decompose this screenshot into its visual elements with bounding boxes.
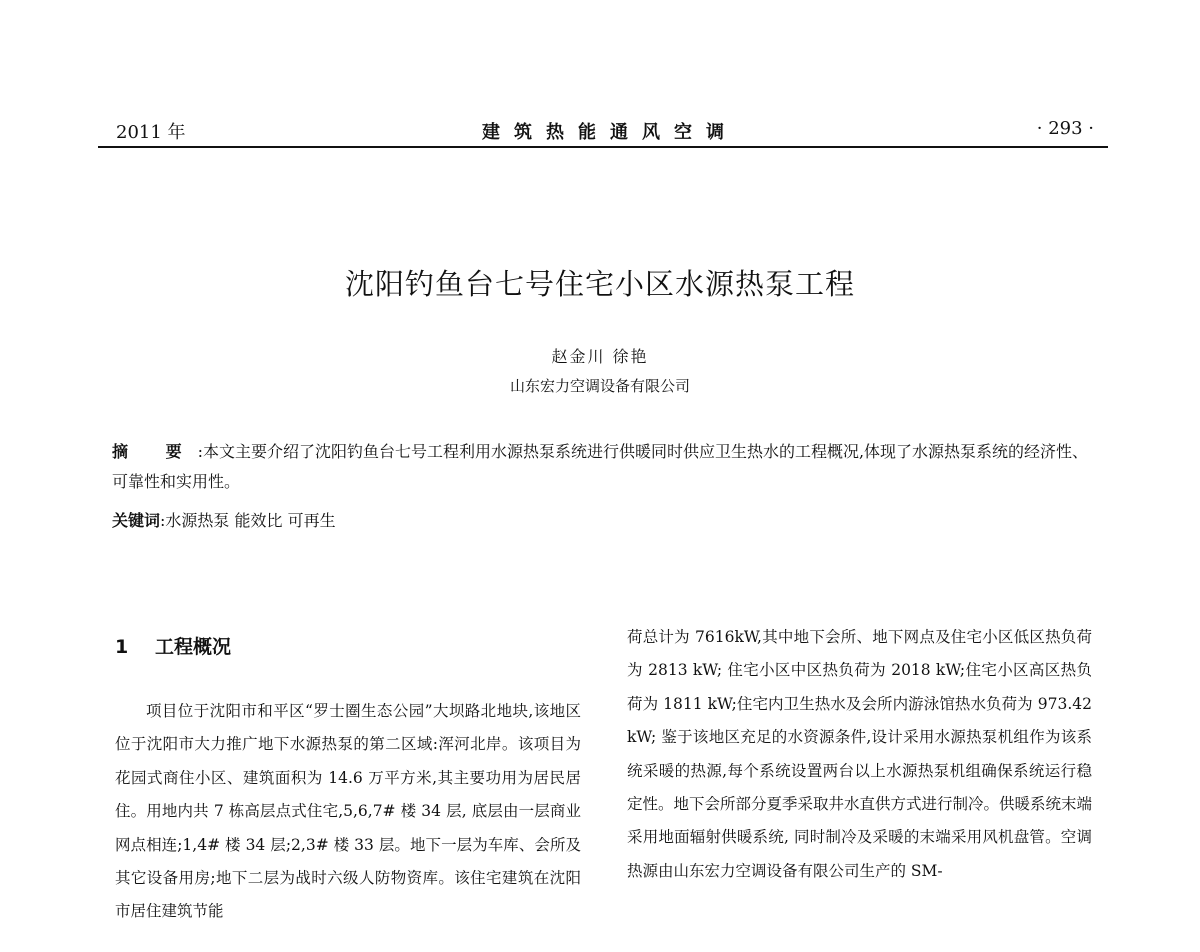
running-header bbox=[98, 116, 1108, 146]
header-year: 2011 年 bbox=[116, 122, 186, 143]
section-heading bbox=[115, 632, 231, 659]
header-rule bbox=[98, 146, 1108, 148]
article-authors: 赵金川 徐艳 bbox=[551, 347, 649, 366]
abstract-label: 摘 要 bbox=[112, 442, 198, 461]
article-affiliation: 山东宏力空调设备有限公司 bbox=[509, 377, 690, 395]
header-journal-name: 建筑热能通风空调 bbox=[482, 122, 738, 143]
section-title: 工程概况 bbox=[155, 636, 232, 658]
article-title: 沈阳钓鱼台七号住宅小区水源热泵工程 bbox=[344, 267, 855, 301]
keywords bbox=[112, 508, 1100, 531]
header-page-number: · 293 · bbox=[1036, 118, 1094, 139]
abstract bbox=[112, 437, 1100, 497]
section-number: 1 bbox=[115, 636, 129, 658]
abstract-text: :本文主要介绍了沈阳钓鱼台七号工程利用水源热泵系统进行供暖同时供应卫生热水的工程概况,体现了水源热泵系统的经济性、可靠性和实用性。 bbox=[112, 442, 1089, 491]
body-right-column: 荷总计为 7616kW,其中地下会所、地下网点及住宅小区低区热负荷为 2813 kW; 住宅小区中区热负荷为 2018 kW;住宅小区高区热负荷为 1811 kW;住宅内卫生热水及会所内游泳馆热水负荷为 973.42 kW; 鉴于该地区充足的水资源条件,设计采用水源热泵机组作为该系统采暖的热源,每个系统设置两台以上水源热泵机组确保系统运行稳定性。地下会所部分夏季采取井水直供方式进行制冷。供暖系统末端采用地面辐射供暖系统, 同时制冷及采暖的末端采用风机盘管。空调热源由山东宏力空调设备有限公司生产的 SM- bbox=[627, 628, 1093, 880]
keywords-text: :水源热泵 能效比 可再生 bbox=[160, 511, 336, 530]
keywords-label: 关键词 bbox=[112, 511, 161, 530]
body-left-column: 项目位于沈阳市和平区“罗士圈生态公园”大坝路北地块,该地区位于沈阳市大力推广地下水源热泵的第二区域:浑河北岸。该项目为花园式商住小区、建筑面积为 14.6 万平方米,其主要功用为居民居住。用地内共 7 栋高层点式住宅,5,6,7# 楼 34 层, 底层由一层商业网点相连;1,4# 楼 34 层;2,3# 楼 33 层。地下一层为车库、会所及其它设备用房;地下二层为战时六级人防物资库。该住宅建筑在沈阳市居住建筑节能 bbox=[115, 702, 581, 921]
